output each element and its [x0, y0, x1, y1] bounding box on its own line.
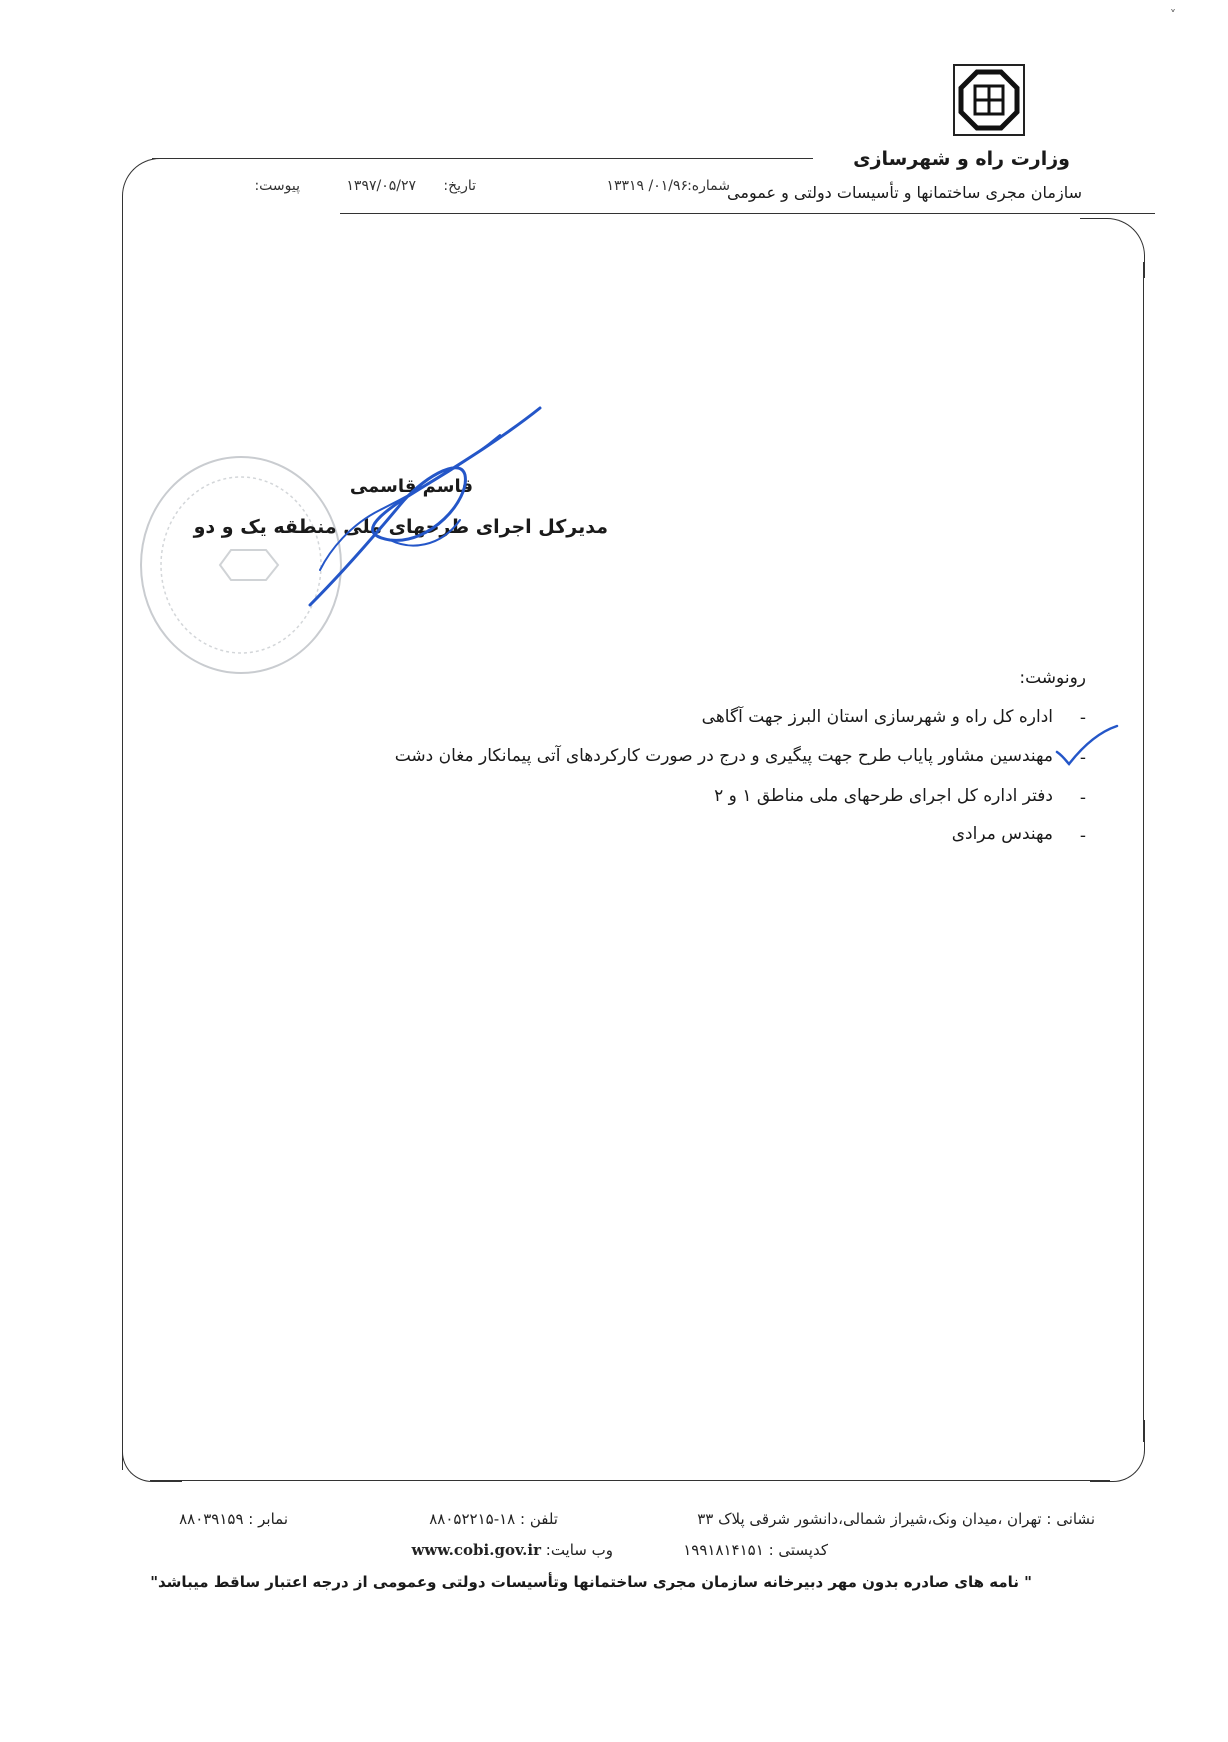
frame-corner: [1090, 1420, 1145, 1482]
cc-item: مهندس مرادی: [951, 824, 1053, 844]
signer-name: قاسم قاسمی: [349, 476, 473, 497]
list-bullet: -: [1079, 708, 1086, 728]
cc-item: مهندسین مشاور پایاب طرح جهت پیگیری و درج در صورت کارکردهای آتی پیمانکار مغان دشت: [394, 746, 1053, 766]
footer-website: [411, 1541, 613, 1559]
cc-title: رونوشت:: [1019, 668, 1086, 688]
website-label: وب سایت:: [545, 1541, 613, 1559]
date-label: تاریخ:: [443, 178, 476, 194]
website-link[interactable]: www.cobi.gov.ir: [411, 1541, 541, 1559]
number-label: شماره:: [687, 178, 730, 194]
footer-address: نشانی : تهران ،میدان ونک،شیراز شمالی،دانشور شرقی پلاک ۳۳: [697, 1510, 1095, 1528]
list-bullet: -: [1079, 826, 1086, 846]
ministry-logo-icon: [953, 64, 1025, 136]
footer-phone: تلفن : ۱۸-۸۸۰۵۲۲۱۵: [429, 1510, 558, 1528]
frame-corner: [122, 1432, 182, 1482]
corner-mark: ˅: [1170, 8, 1176, 22]
footer-notice: " نامه های صادره بدون مهر دبیرخانه سازمان مجری ساختمانها وتأسیسات دولتی وعمومی از درجه اعتبار ساقط میباشد": [150, 1573, 1032, 1591]
frame-border-top: [152, 158, 813, 159]
footer-postal-code: کدپستی : ۱۹۹۱۸۱۴۱۵۱: [683, 1541, 828, 1559]
cc-item: دفتر اداره کل اجرای طرحهای ملی مناطق ۱ و ۲: [714, 786, 1053, 806]
frame-border-bottom: [150, 1480, 1110, 1481]
list-bullet: -: [1079, 748, 1086, 768]
check-mark-icon: [1055, 722, 1120, 767]
frame-border-right: [1143, 262, 1144, 1442]
attachment-label: پیوست:: [254, 178, 300, 194]
handwritten-signature-icon: [300, 400, 560, 610]
letter-number: ۱۳۳۱۹ /۰۱/۹۶: [606, 178, 688, 194]
frame-corner: [122, 158, 182, 218]
footer-fax: نمابر : ۸۸۰۳۹۱۵۹: [179, 1510, 288, 1528]
signer-title: مدیرکل اجرای طرحهای ملی منطقه یک و دو: [193, 516, 608, 538]
list-bullet: -: [1079, 788, 1086, 808]
organization-name: سازمان مجری ساختمانها و تأسیسات دولتی و عمومی: [727, 183, 1082, 202]
frame-corner: [1080, 218, 1145, 278]
frame-border-left: [122, 200, 123, 1470]
header-divider: [340, 213, 1155, 214]
cc-item: اداره کل راه و شهرسازی استان البرز جهت آگاهی: [701, 707, 1053, 727]
letter-date: ۱۳۹۷/۰۵/۲۷: [346, 178, 416, 194]
ministry-name: وزارت راه و شهرسازی: [853, 148, 1070, 170]
